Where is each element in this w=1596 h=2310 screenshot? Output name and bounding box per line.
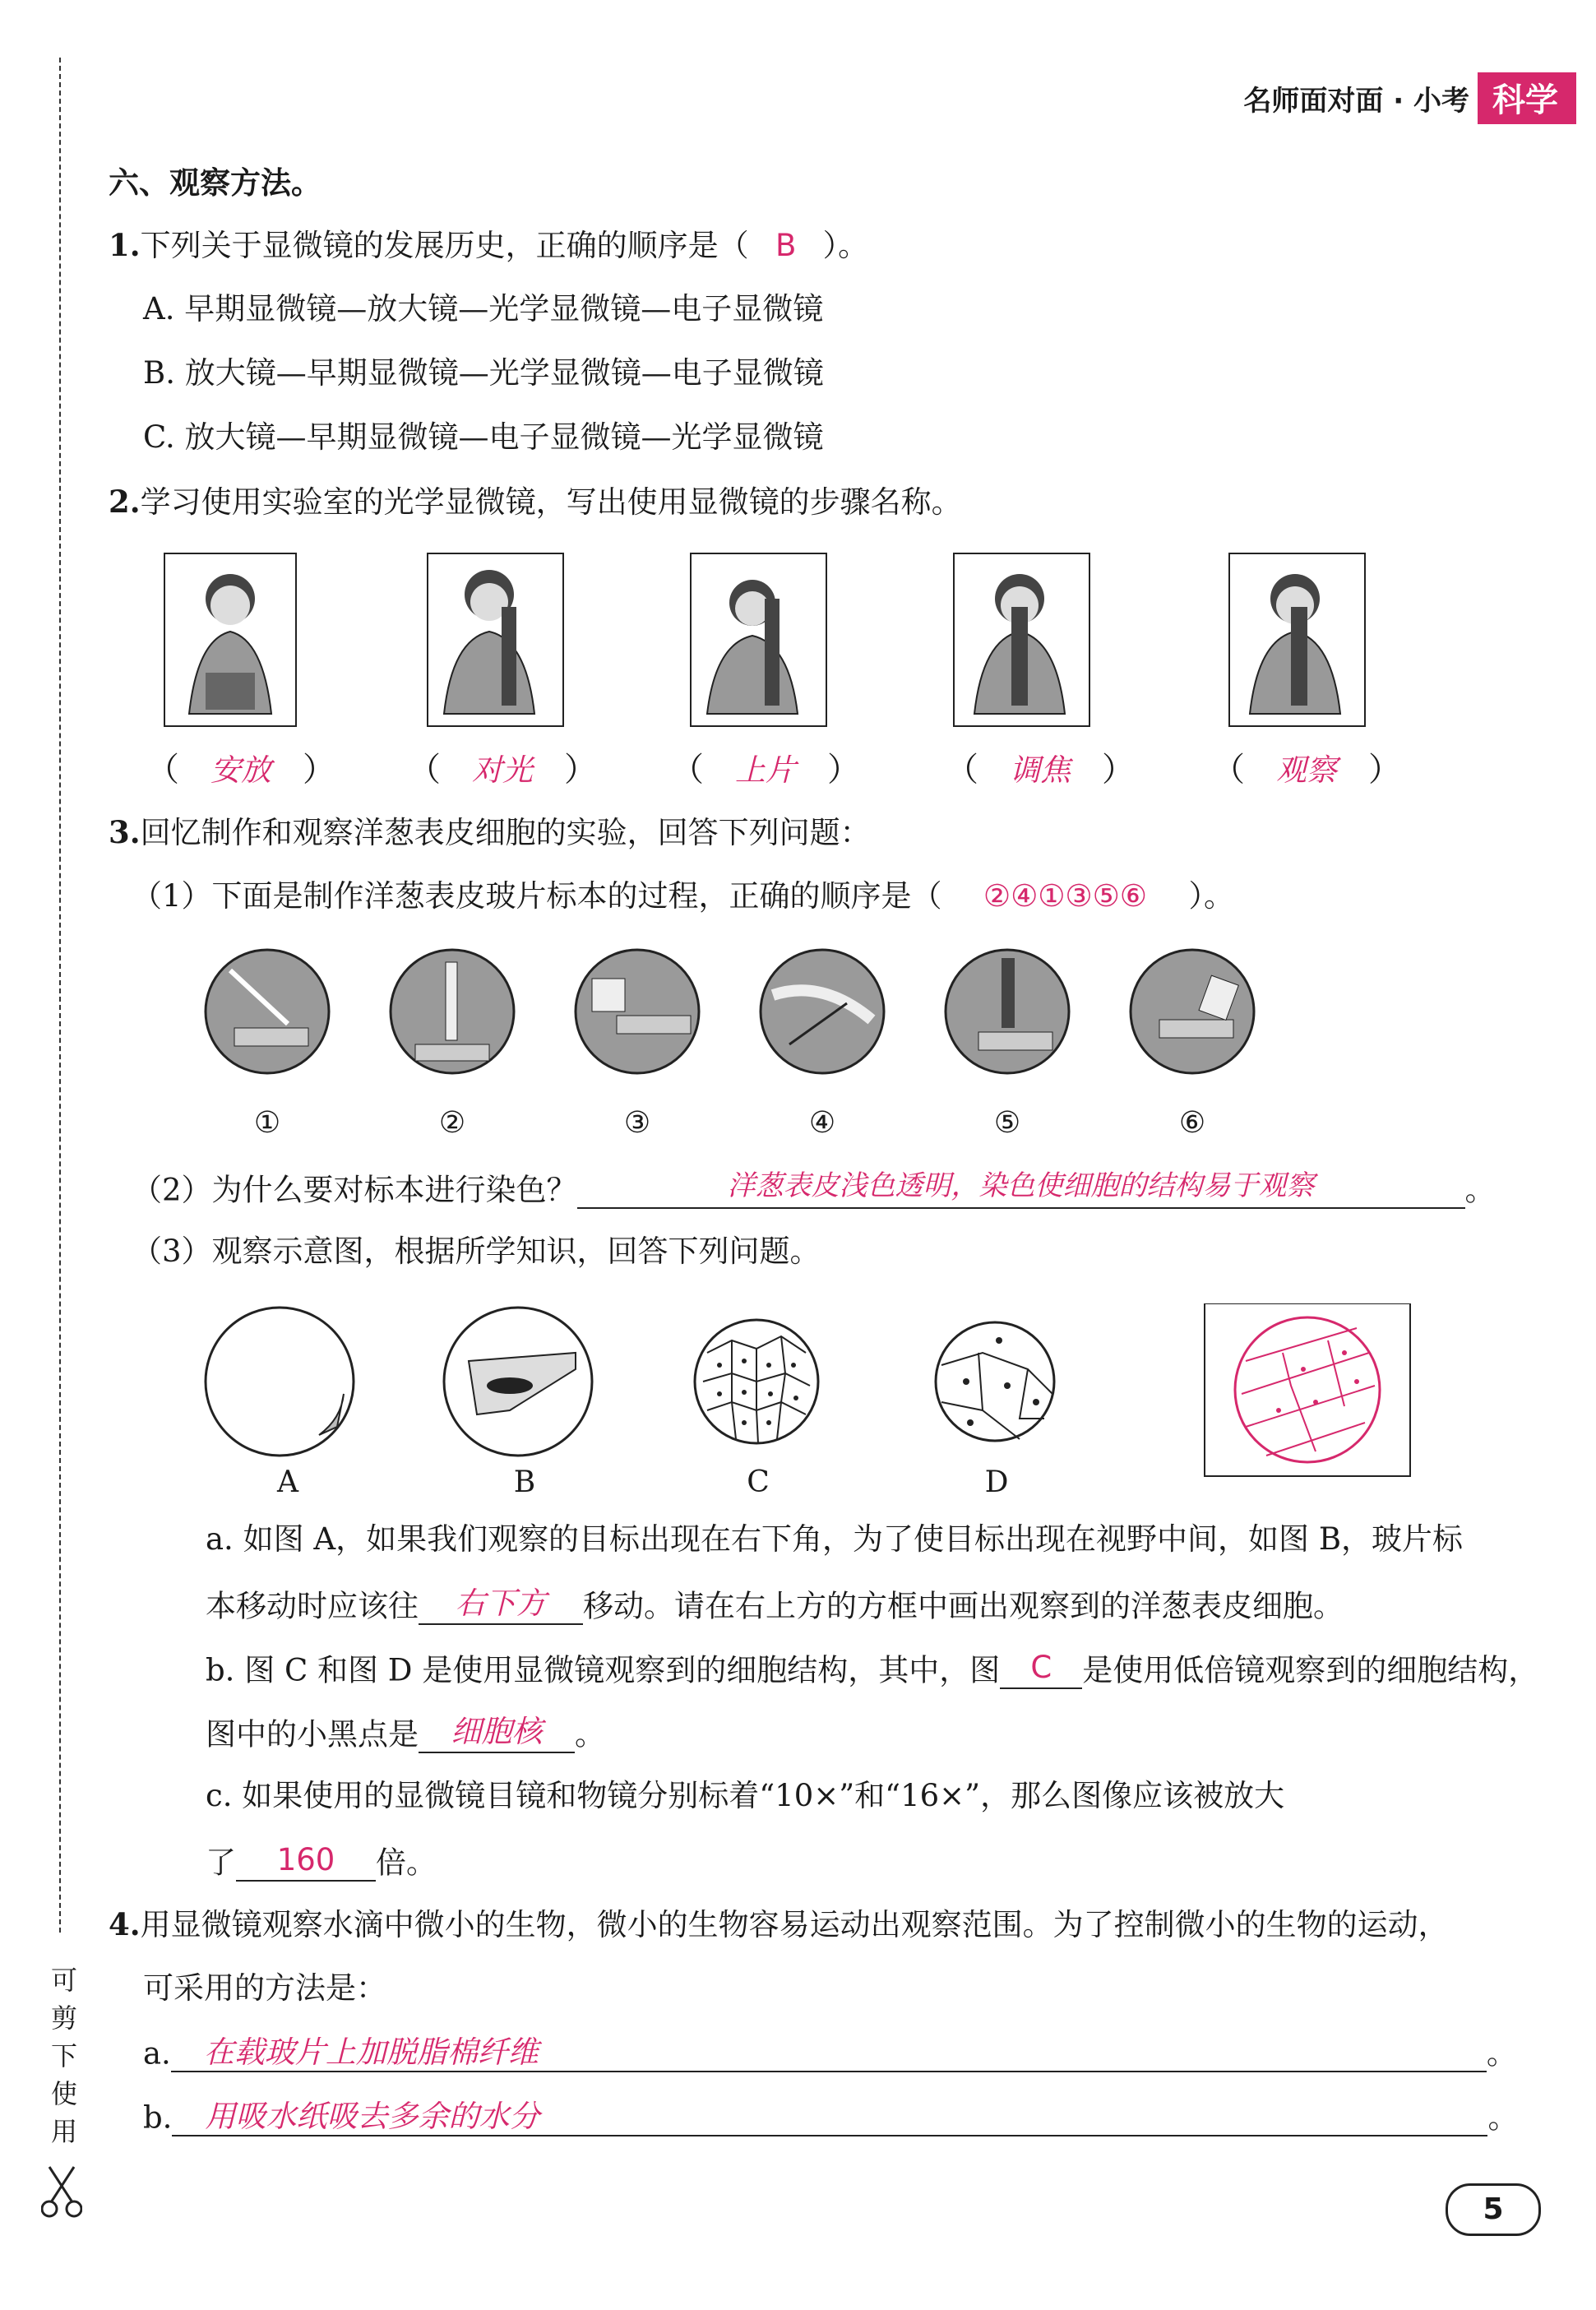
step-label: ② bbox=[438, 1106, 466, 1140]
q3-b2-pre: 图中的小黑点是 bbox=[206, 1716, 419, 1752]
q2-answer-1-wrap: （ 安放 ） bbox=[146, 751, 335, 789]
q3-b-post: 是使用低倍镜观察到的细胞结构， bbox=[1082, 1652, 1539, 1688]
step-picture bbox=[954, 553, 1089, 726]
q4-stem-line1 bbox=[109, 1906, 1449, 1943]
q3-b2-post: 。 bbox=[575, 1716, 605, 1752]
step-circle bbox=[391, 950, 514, 1073]
q2-answer-2: 对光 bbox=[472, 752, 533, 788]
q2-answer-3-wrap: （ 上片 ） bbox=[671, 751, 860, 789]
step-circle bbox=[1131, 950, 1254, 1073]
q3-b-line2 bbox=[206, 1714, 605, 1753]
cut-note bbox=[48, 1961, 81, 2150]
step-label: ⑥ bbox=[1178, 1106, 1206, 1140]
q4-a-line bbox=[143, 2035, 1517, 2072]
q2-stem-line bbox=[109, 484, 962, 521]
figure-label-a: A bbox=[277, 1465, 298, 1499]
cut-note-char: 用 bbox=[50, 2116, 77, 2147]
header-brand bbox=[1243, 72, 1576, 124]
q4-b-line bbox=[143, 2099, 1518, 2136]
q1-option-a: A. 早期显微镜—放大镜—光学显微镜—电子显微镜 bbox=[143, 291, 824, 326]
q4-b-end: 。 bbox=[1487, 2099, 1519, 2136]
figure-b bbox=[444, 1308, 592, 1456]
q3-b-answer1: C bbox=[1000, 1650, 1082, 1689]
subject-badge: 科学 bbox=[1478, 72, 1576, 124]
cut-note-char: 使 bbox=[50, 2078, 77, 2109]
q1-answer: B bbox=[775, 228, 797, 263]
q1-number: 1. bbox=[109, 227, 141, 263]
q3-c-answer: 160 bbox=[236, 1842, 376, 1882]
q4-b-answer: 用吸水纸吸去多余的水分 bbox=[172, 2099, 1487, 2136]
microscope-steps-figure bbox=[156, 549, 1406, 730]
step-circle bbox=[761, 950, 884, 1073]
q3-p1-text: （1）下面是制作洋葱表皮玻片标本的过程，正确的顺序是（ bbox=[132, 878, 942, 914]
q3-p2-line bbox=[132, 1169, 1496, 1209]
q1-stem-end: ）。 bbox=[822, 228, 869, 263]
q3-b-pre: b. 图 C 和图 D 是使用显微镜观察到的细胞结构，其中，图 bbox=[206, 1652, 1001, 1688]
step-circle bbox=[576, 950, 699, 1073]
q1-stem-line bbox=[109, 227, 868, 264]
q3-c-line2 bbox=[206, 1842, 437, 1882]
q2-answer-4-wrap: （ 调焦 ） bbox=[946, 751, 1135, 789]
q3-p1-end: ）。 bbox=[1188, 878, 1235, 914]
q3-a-answer: 右下方 bbox=[419, 1586, 583, 1625]
step-circle bbox=[206, 950, 329, 1073]
q4-a-label: a. bbox=[143, 2035, 171, 2072]
q2-answer-1: 安放 bbox=[210, 752, 271, 788]
q3-p2-end: 。 bbox=[1464, 1172, 1496, 1208]
q3-a-line2 bbox=[206, 1586, 1344, 1625]
figure-label-c: C bbox=[747, 1465, 770, 1499]
q3-p1-line bbox=[132, 878, 1234, 914]
step-label: ④ bbox=[808, 1106, 836, 1140]
q3-b-line1 bbox=[206, 1650, 1538, 1689]
q2-answer-5-wrap: （ 观察 ） bbox=[1212, 751, 1401, 789]
q3-stem-line bbox=[109, 814, 871, 851]
q3-p2-text: （2）为什么要对标本进行染色？ bbox=[132, 1172, 577, 1208]
q3-p1-answer: ②④①③⑤⑥ bbox=[983, 878, 1148, 914]
section-title: 六、观察方法。 bbox=[109, 164, 322, 201]
q4-a-end: 。 bbox=[1486, 2035, 1517, 2072]
step-picture bbox=[1229, 553, 1365, 726]
figure-d bbox=[936, 1322, 1054, 1441]
q4-stem-1: 用显微镜观察水滴中微小的生物，微小的生物容易运动出观察范围。为了控制微小的生物的运动， bbox=[140, 1907, 1449, 1942]
scissors-icon bbox=[41, 2163, 82, 2220]
q3-stem: 回忆制作和观察洋葱表皮细胞的实验，回答下列问题： bbox=[140, 815, 871, 850]
step-label: ③ bbox=[623, 1106, 651, 1140]
drawing-box bbox=[1205, 1303, 1410, 1476]
cut-line bbox=[59, 58, 61, 1933]
step-picture bbox=[428, 553, 563, 726]
series-title: 名师面对面 · 小考 bbox=[1243, 85, 1469, 118]
q3-p2-answer: 洋葱表皮浅色透明，染色使细胞的结构易于观察 bbox=[577, 1169, 1465, 1209]
q4-b-label: b. bbox=[143, 2099, 173, 2136]
cut-note-char: 剪 bbox=[50, 2002, 77, 2034]
cut-note-char: 下 bbox=[50, 2040, 77, 2072]
q2-answer-5: 观察 bbox=[1276, 752, 1337, 788]
q1-option-c: C. 放大镜—早期显微镜—电子显微镜—光学显微镜 bbox=[143, 419, 824, 455]
step-picture bbox=[691, 553, 826, 726]
figure-c bbox=[695, 1320, 818, 1443]
q3-number: 3. bbox=[109, 814, 141, 850]
step-label: ① bbox=[253, 1106, 281, 1140]
cut-note-char: 可 bbox=[50, 1965, 77, 1996]
page-number: 5 bbox=[1446, 2183, 1541, 2236]
q2-answer-3: 上片 bbox=[735, 752, 796, 788]
figure-label-b: B bbox=[513, 1465, 536, 1499]
step-circle bbox=[946, 950, 1069, 1073]
q3-c-pre: 了 bbox=[206, 1845, 236, 1881]
q4-number: 4. bbox=[109, 1906, 141, 1942]
q2-answer-4: 调焦 bbox=[1010, 752, 1071, 788]
q3-c-line1: c. 如果使用的显微镜目镜和物镜分别标着“10×”和“16×”，那么图像应该被放大 bbox=[206, 1778, 1285, 1813]
q1-option-b: B. 放大镜—早期显微镜—光学显微镜—电子显微镜 bbox=[143, 355, 824, 391]
q2-stem: 学习使用实验室的光学显微镜，写出使用显微镜的步骤名称。 bbox=[140, 484, 962, 520]
q3-a-post: 移动。请在右上方的方框中画出观察到的洋葱表皮细胞。 bbox=[583, 1588, 1344, 1624]
step-picture bbox=[164, 553, 296, 726]
q3-p3-text: （3）观察示意图，根据所学知识，回答下列问题。 bbox=[132, 1234, 821, 1269]
q3-b-answer2: 细胞核 bbox=[419, 1714, 575, 1753]
q3-a-pre: 本移动时应该往 bbox=[206, 1588, 419, 1624]
slide-steps-figure bbox=[197, 946, 1307, 1086]
observation-figures bbox=[197, 1303, 1431, 1509]
step-label: ⑤ bbox=[993, 1106, 1021, 1140]
q1-stem: 下列关于显微镜的发展历史，正确的顺序是（ bbox=[140, 228, 749, 263]
q4-stem-line2: 可采用的方法是： bbox=[143, 1970, 386, 2006]
q3-c-post: 倍。 bbox=[376, 1845, 437, 1881]
q2-answer-2-wrap: （ 对光 ） bbox=[408, 751, 597, 789]
q3-a-line1: a. 如图 A，如果我们观察的目标出现在右下角，为了使目标出现在视野中间，如图 B，玻片标 bbox=[206, 1521, 1464, 1557]
figure-a bbox=[206, 1308, 354, 1456]
figure-label-d: D bbox=[984, 1465, 1009, 1499]
q4-a-answer: 在载玻片上加脱脂棉纤维 bbox=[171, 2035, 1487, 2072]
q2-number: 2. bbox=[109, 484, 141, 520]
